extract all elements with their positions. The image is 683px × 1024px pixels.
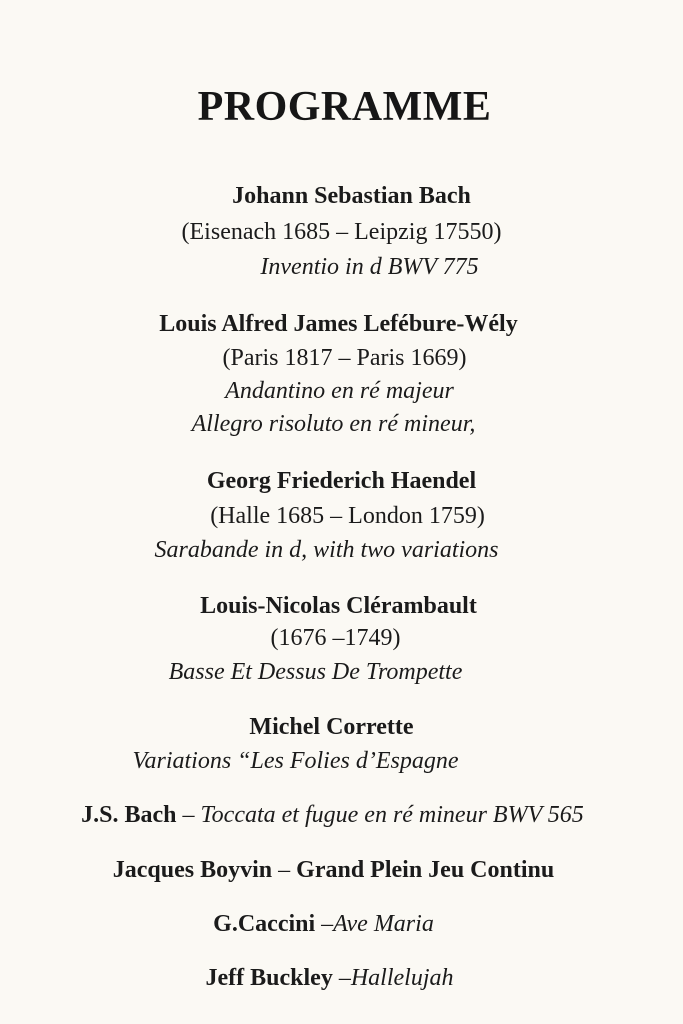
work-title: Hallelujah: [350, 965, 454, 991]
program-item: [0, 966, 671, 990]
separator: –: [332, 965, 351, 991]
page-title: PROGRAMME: [197, 84, 492, 130]
composer-dates: (Halle 1685 – London 1759): [210, 503, 485, 529]
composer-name: Jacques Boyvin: [112, 857, 273, 883]
separator: –: [315, 911, 334, 937]
composer-name: Louis-Nicolas Clérambault: [200, 593, 477, 619]
composer-name: J.S. Bach: [81, 802, 177, 828]
composer-dates: (1676 –1749): [270, 625, 401, 651]
work-title: Ave Maria: [333, 911, 434, 937]
work-title: Andantino en ré majeur: [225, 378, 454, 404]
program-item: [0, 912, 665, 936]
composer-name: Jeff Buckley: [205, 965, 333, 991]
work-title: Inventio in d BWV 775: [260, 254, 479, 280]
composer-name: Louis Alfred James Lefébure-Wély: [159, 311, 518, 337]
separator: –: [272, 857, 297, 883]
composer-name: Georg Friederich Haendel: [206, 468, 477, 494]
work-title: Sarabande in d, with two variations: [154, 537, 499, 563]
work-title: Basse Et Dessus De Trompette: [168, 659, 463, 685]
composer-name: Michel Corrette: [249, 714, 414, 740]
program-item: [0, 803, 674, 827]
composer-dates: (Paris 1817 – Paris 1669): [222, 345, 467, 371]
composer-name: Johann Sebastian Bach: [232, 183, 471, 209]
composer-name: G.Caccini: [213, 911, 316, 937]
work-title: Toccata et fugue en ré mineur BWV 565: [200, 802, 584, 828]
composer-dates: (Eisenach 1685 – Leipzig 17550): [181, 219, 502, 245]
separator: –: [176, 802, 201, 828]
work-title: Allegro risoluto en ré mineur,: [191, 411, 476, 437]
work-title: Variations “Les Folies d’Espagne: [132, 748, 459, 774]
program-item: [0, 858, 675, 882]
work-title: Grand Plein Jeu Continu: [296, 857, 555, 883]
